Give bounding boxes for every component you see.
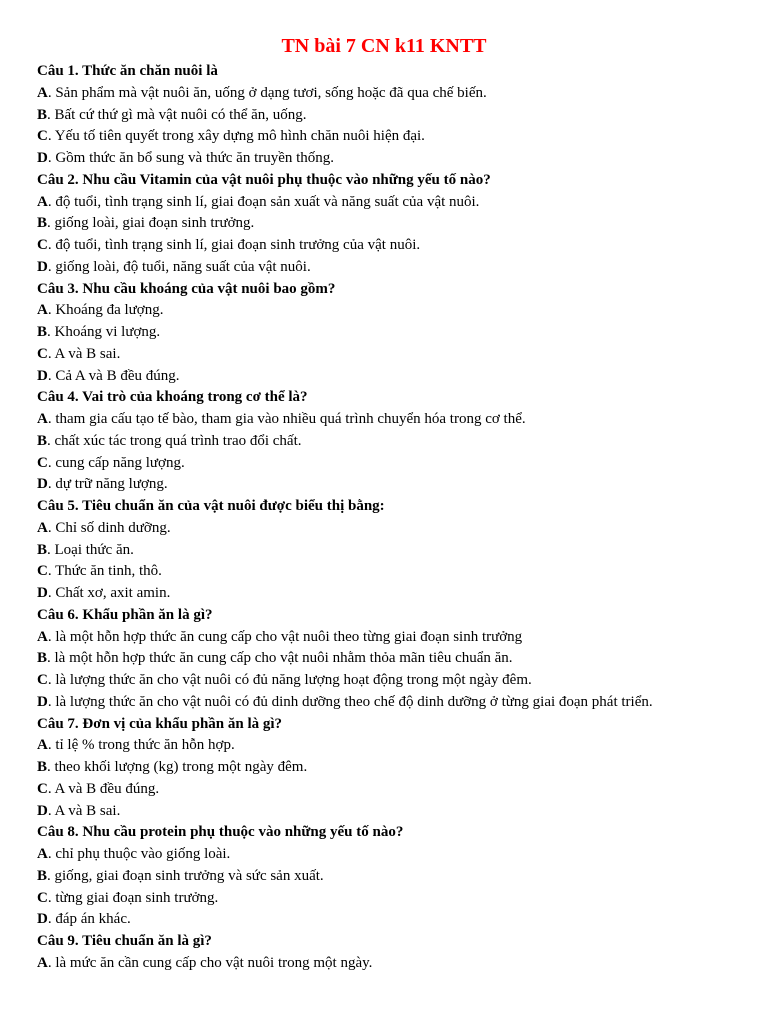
answer-text: . Yếu tố tiên quyết trong xây dựng mô hình chăn nuôi hiện đại.	[47, 128, 425, 145]
answer-label: D	[37, 802, 48, 819]
answer-option	[37, 953, 757, 975]
answer-label: A	[37, 519, 48, 536]
question-4: Câu 4. Vai trò của khoáng trong cơ thể là?	[37, 389, 308, 406]
answer-label: D	[37, 911, 48, 928]
answer-text: . Cả A và B đều đúng.	[47, 367, 180, 384]
answer-option	[37, 670, 757, 692]
answer-text: . Sản phẩm mà vật nuôi ăn, uống ở dạng tươi, sống hoặc đã qua chế biến.	[47, 84, 487, 101]
answer-option	[37, 474, 757, 496]
answer-label: B	[37, 650, 48, 667]
answer-option	[37, 300, 757, 322]
answer-option	[37, 757, 757, 779]
answer-label: B	[37, 432, 48, 449]
answer-option	[37, 431, 757, 453]
answer-option	[37, 366, 757, 388]
answer-label: A	[37, 846, 48, 862]
answer-option	[37, 692, 757, 714]
answer-text: . chỉ phụ thuộc vào giống loài.	[47, 846, 231, 862]
answer-text: . Chất xơ, axit amin.	[47, 585, 171, 601]
answer-label: B	[37, 867, 48, 884]
answer-text: . Khoáng vi lượng.	[47, 324, 161, 340]
answer-text: . là lượng thức ăn cho vật nuôi có đủ năng lượng hoạt động trong một ngày đêm.	[47, 672, 532, 688]
answer-option	[37, 583, 757, 605]
answer-text: . A và B sai.	[47, 802, 121, 819]
answer-label: D	[37, 367, 48, 384]
answer-option	[37, 735, 757, 757]
answer-label: D	[37, 150, 48, 166]
answer-option	[37, 866, 757, 888]
answer-option	[37, 888, 757, 910]
answer-option	[37, 344, 757, 366]
answer-option	[37, 105, 757, 127]
answer-text: . A và B sai.	[47, 345, 121, 362]
answer-option	[37, 801, 757, 823]
question-8: Câu 8. Nhu cầu protein phụ thuộc vào những yếu tố nào?	[37, 824, 404, 841]
answer-label: C	[37, 237, 48, 253]
answer-text: . giống loài, giai đoạn sinh trưởng.	[47, 215, 255, 232]
answer-text: . Khoáng đa lượng.	[47, 302, 164, 319]
answer-label: A	[37, 411, 48, 427]
answer-option	[37, 235, 757, 257]
answer-option	[37, 779, 757, 801]
answer-label: B	[37, 759, 48, 775]
answer-text: . Thức ăn tinh, thô.	[47, 563, 162, 580]
answer-text: . đáp án khác.	[47, 911, 131, 928]
answer-text: . giống loài, độ tuổi, năng suất của vật nuôi.	[47, 258, 311, 275]
answer-option	[37, 648, 757, 670]
answer-label: A	[37, 302, 48, 319]
answer-text: . Loại thức ăn.	[47, 541, 134, 558]
answer-label: C	[37, 128, 48, 145]
answer-label: D	[37, 476, 48, 493]
answer-text: . từng giai đoạn sinh trưởng.	[47, 889, 219, 906]
answer-label: D	[37, 585, 48, 601]
answer-option	[37, 257, 757, 279]
answer-option	[37, 909, 757, 931]
answer-option	[37, 322, 757, 344]
answer-text: . chất xúc tác trong quá trình trao đổi chất.	[47, 432, 302, 449]
answer-text: . giống, giai đoạn sinh trưởng và sức sản xuất.	[47, 867, 324, 884]
document-title: TN bài 7 CN k11 KNTT	[281, 35, 487, 57]
answer-label: A	[37, 193, 48, 210]
answer-text: . Gồm thức ăn bổ sung và thức ăn truyền thống.	[47, 150, 335, 166]
answer-label: B	[37, 215, 48, 232]
answer-option	[37, 627, 757, 649]
answer-label: B	[37, 324, 48, 340]
answer-text: . Bất cứ thứ gì mà vật nuôi có thể ăn, uống.	[47, 106, 307, 123]
answer-text: . tham gia cấu tạo tế bào, tham gia vào nhiều quá trình chuyển hóa trong cơ thể.	[47, 411, 526, 427]
answer-text: . độ tuổi, tình trạng sinh lí, giai đoạn sản xuất và năng suất của vật nuôi.	[47, 193, 480, 210]
answer-text: . cung cấp năng lượng.	[47, 454, 185, 471]
question-6: Câu 6. Khẩu phần ăn là gì?	[37, 606, 213, 623]
answer-label: C	[37, 780, 48, 797]
answer-option	[37, 453, 757, 475]
answer-option	[37, 213, 757, 235]
question-1: Câu 1. Thức ăn chăn nuôi là	[37, 63, 218, 79]
answer-text: . là một hỗn hợp thức ăn cung cấp cho vật nuôi nhằm thỏa mãn tiêu chuẩn ăn.	[47, 650, 513, 667]
answer-label: A	[37, 954, 48, 971]
question-9: Câu 9. Tiêu chuẩn ăn là gì?	[37, 933, 212, 949]
answer-label: A	[37, 84, 48, 101]
answer-label: C	[37, 889, 48, 906]
answer-label: A	[37, 737, 48, 754]
answer-label: A	[37, 628, 48, 645]
question-3: Câu 3. Nhu cầu khoáng của vật nuôi bao gồm?	[37, 280, 336, 297]
answer-text: . A và B đều đúng.	[47, 780, 160, 797]
question-7: Câu 7. Đơn vị của khẩu phần ăn là gì?	[37, 715, 283, 732]
answer-text: . theo khối lượng (kg) trong một ngày đêm.	[47, 759, 308, 775]
question-list	[37, 61, 757, 975]
answer-label: D	[37, 693, 48, 710]
answer-option	[37, 540, 757, 562]
answer-label: C	[37, 672, 48, 688]
answer-text: . là mức ăn cần cung cấp cho vật nuôi trong một ngày.	[47, 954, 373, 971]
answer-option	[37, 83, 757, 105]
answer-option	[37, 126, 757, 148]
answer-label: C	[37, 563, 48, 580]
answer-label: C	[37, 454, 48, 471]
answer-text: . Chỉ số dinh dưỡng.	[47, 519, 171, 536]
answer-option	[37, 192, 757, 214]
answer-option	[37, 518, 757, 540]
answer-label: D	[37, 258, 48, 275]
answer-label: B	[37, 106, 48, 123]
answer-text: . tỉ lệ % trong thức ăn hỗn hợp.	[47, 737, 235, 754]
answer-text: . dự trữ năng lượng.	[47, 476, 168, 493]
answer-label: B	[37, 541, 48, 558]
question-5: Câu 5. Tiêu chuẩn ăn của vật nuôi được biểu thị bằng:	[37, 498, 385, 514]
answer-option	[37, 844, 757, 866]
answer-option	[37, 409, 757, 431]
answer-option	[37, 561, 757, 583]
answer-option	[37, 148, 757, 170]
answer-text: . là một hỗn hợp thức ăn cung cấp cho vật nuôi theo từng giai đoạn sinh trưởng	[47, 628, 523, 645]
answer-label: C	[37, 345, 48, 362]
question-2: Câu 2. Nhu cầu Vitamin của vật nuôi phụ thuộc vào những yếu tố nào?	[37, 171, 491, 188]
answer-text: . là lượng thức ăn cho vật nuôi có đủ dinh dưỡng theo chế độ dinh dưỡng ở từng giai đoạn phát triển.	[47, 693, 653, 710]
answer-text: . độ tuổi, tình trạng sinh lí, giai đoạn sinh trưởng của vật nuôi.	[47, 237, 421, 253]
